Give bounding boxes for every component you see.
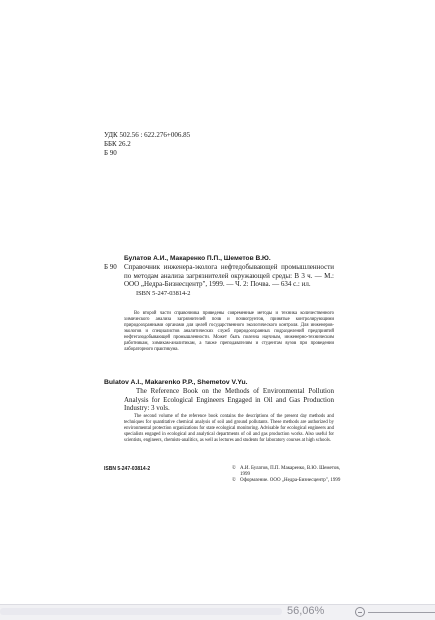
title-en: The Reference Book on the Methods of Environmental Pollution Analysis for Ecological Engineers Engaged in Oil and Gas Production Industry: 3 vols. xyxy=(124,387,334,413)
authors-ru: Булатов А.И., Макаренко П.П., Шеметов В.Ю. xyxy=(124,255,271,262)
copyright-symbol: © xyxy=(232,478,236,483)
title-ru: Справочник инженера-эколога нефтедобывающей промышленности по методам анализа загрязнителей окружающей среды: В 3 ч. — М.: ООО „Недра-Бизнесцентр", 1999. — Ч. 2: Почва. — 634 с.: ил. xyxy=(124,263,334,289)
viewer-status-bar xyxy=(0,604,435,620)
catalog-card-en xyxy=(104,378,334,444)
catalog-card-ru xyxy=(104,254,334,298)
copyright-authors: А.И. Булатов, П.П. Макаренко, В.Ю. Шеметов, 1999 xyxy=(240,466,340,477)
zoom-level[interactable]: 56,06% xyxy=(287,605,325,617)
horizontal-scrollbar[interactable] xyxy=(0,608,282,615)
isbn-ru: ISBN 5-247-03814-2 xyxy=(136,289,191,297)
copyright-design: Оформление. ООО „Недра-Бизнесцентр", 1999 xyxy=(240,478,341,483)
bbk-code: ББК 26.2 xyxy=(104,140,131,148)
catalog-code: Б 90 xyxy=(104,263,117,271)
abstract-en: The second volume of the reference book contains the descriptions of the present day methods and techniques for quantitative chemical analysis of soil and ground pollutants. These methods are authorized by environmental protection organizations for state ecological monitoring. Advisable for ecological engineers and specialists engaged in ecological and analytical departments of oil and gas production works. Also useful for scientists, engineers, chemists-analitics, as well as lectures and students for laboratory courses at high schools. xyxy=(124,413,334,443)
zoom-slider[interactable] xyxy=(368,612,435,613)
zoom-out-icon[interactable] xyxy=(355,607,365,617)
isbn-bold: ISBN 5-247-03814-2 xyxy=(104,466,151,472)
udk-code: УДК 502.56 : 622.276+006.85 xyxy=(104,131,191,139)
copyright-symbol: © xyxy=(232,466,236,471)
author-mark: Б 90 xyxy=(104,149,117,157)
authors-en: Bulatov A.I., Makarenko P.P., Shemetov V.Yu. xyxy=(104,379,248,386)
abstract-ru: Во второй части справочника приведены современные методы и техника количественного химического анализа загрязнителей почв и почвогрунтов, принятые контролирующими природоохранными органами для целей государственного экологического контроля. Для инженеров-экологов и специалистов аналитических служб природоохранных подразделений предприятий нефтегазодобывающей промышленности. Может быть полезна научным, инженерно-техническим работникам, химикам-аналитикам, а также преподавателям и студентам вузов при проведении лабораторного практикума. xyxy=(124,311,334,352)
classification-block xyxy=(104,131,190,158)
copyright-block xyxy=(232,466,342,484)
